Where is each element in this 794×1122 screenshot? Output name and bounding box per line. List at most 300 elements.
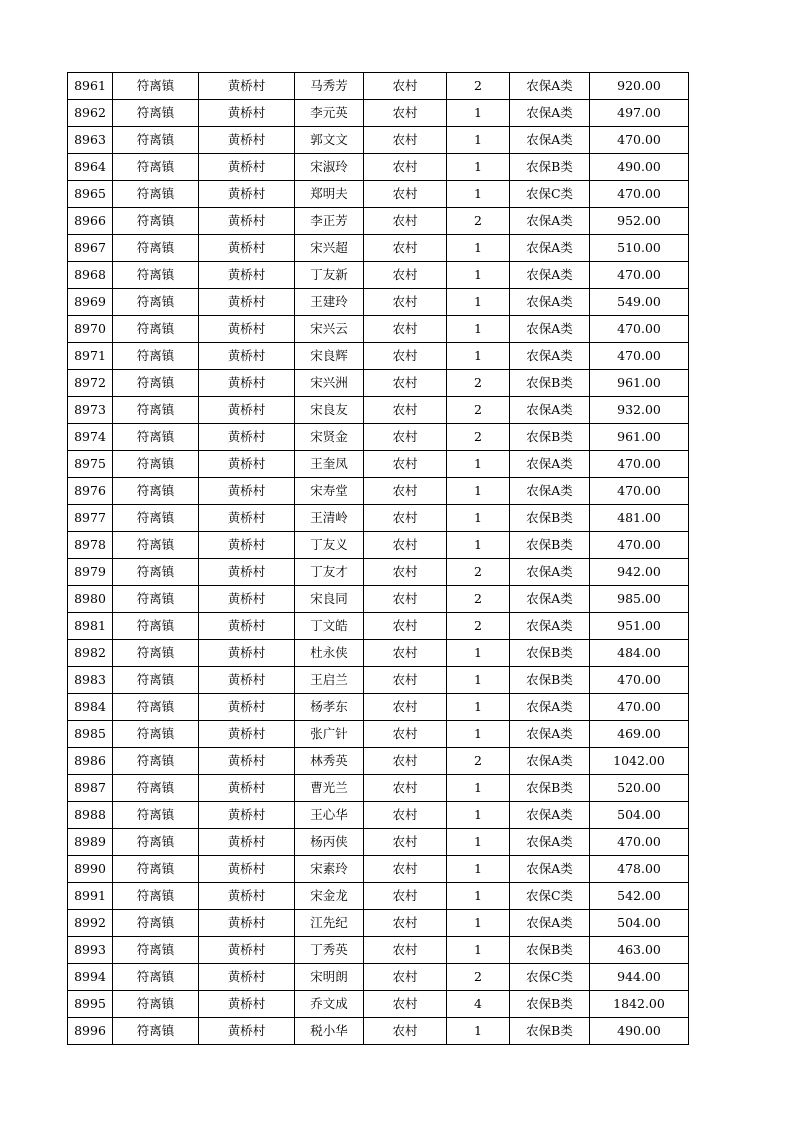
insurance-category-cell: 农保A类 [510,586,590,613]
table-row [68,181,689,208]
table-row [68,397,689,424]
town-cell: 符离镇 [113,127,199,154]
household-type-cell: 农村 [364,667,447,694]
table-row [68,937,689,964]
town-cell: 符离镇 [113,208,199,235]
village-cell: 黄桥村 [199,532,295,559]
household-type-cell: 农村 [364,721,447,748]
household-type-cell: 农村 [364,100,447,127]
household-type-cell: 农村 [364,559,447,586]
town-cell: 符离镇 [113,775,199,802]
insurance-category-cell: 农保A类 [510,262,590,289]
village-cell: 黄桥村 [199,640,295,667]
village-cell: 黄桥村 [199,370,295,397]
village-cell: 黄桥村 [199,100,295,127]
insurance-category-cell: 农保A类 [510,910,590,937]
table-row [68,127,689,154]
town-cell: 符离镇 [113,667,199,694]
person-name-cell: 丁友才 [295,559,364,586]
household-type-cell: 农村 [364,235,447,262]
village-cell: 黄桥村 [199,208,295,235]
record-number-cell: 8962 [68,100,113,127]
village-cell: 黄桥村 [199,1018,295,1045]
amount-cell: 470.00 [590,181,689,208]
person-name-cell: 张广针 [295,721,364,748]
village-cell: 黄桥村 [199,829,295,856]
village-cell: 黄桥村 [199,775,295,802]
table-row [68,478,689,505]
insurance-category-cell: 农保B类 [510,154,590,181]
member-count-cell: 1 [447,910,510,937]
person-name-cell: 林秀英 [295,748,364,775]
person-name-cell: 李正芳 [295,208,364,235]
amount-cell: 470.00 [590,451,689,478]
table-row [68,721,689,748]
member-count-cell: 2 [447,964,510,991]
town-cell: 符离镇 [113,370,199,397]
member-count-cell: 2 [447,586,510,613]
amount-cell: 497.00 [590,100,689,127]
amount-cell: 985.00 [590,586,689,613]
record-number-cell: 8990 [68,856,113,883]
town-cell: 符离镇 [113,316,199,343]
table-row [68,775,689,802]
town-cell: 符离镇 [113,694,199,721]
record-number-cell: 8967 [68,235,113,262]
amount-cell: 470.00 [590,478,689,505]
person-name-cell: 丁秀英 [295,937,364,964]
record-number-cell: 8985 [68,721,113,748]
town-cell: 符离镇 [113,235,199,262]
person-name-cell: 宋良同 [295,586,364,613]
table-row [68,856,689,883]
town-cell: 符离镇 [113,802,199,829]
record-number-cell: 8988 [68,802,113,829]
household-type-cell: 农村 [364,883,447,910]
record-number-cell: 8974 [68,424,113,451]
household-type-cell: 农村 [364,991,447,1018]
record-number-cell: 8993 [68,937,113,964]
household-type-cell: 农村 [364,154,447,181]
village-cell: 黄桥村 [199,937,295,964]
town-cell: 符离镇 [113,559,199,586]
village-cell: 黄桥村 [199,127,295,154]
amount-cell: 470.00 [590,343,689,370]
table-row [68,586,689,613]
member-count-cell: 1 [447,856,510,883]
village-cell: 黄桥村 [199,964,295,991]
record-number-cell: 8977 [68,505,113,532]
table-row [68,748,689,775]
record-number-cell: 8983 [68,667,113,694]
household-type-cell: 农村 [364,613,447,640]
village-cell: 黄桥村 [199,559,295,586]
town-cell: 符离镇 [113,613,199,640]
table-row [68,451,689,478]
insurance-category-cell: 农保A类 [510,289,590,316]
person-name-cell: 宋素玲 [295,856,364,883]
table-row [68,532,689,559]
member-count-cell: 1 [447,181,510,208]
amount-cell: 470.00 [590,667,689,694]
person-name-cell: 宋兴洲 [295,370,364,397]
household-type-cell: 农村 [364,478,447,505]
table-row [68,883,689,910]
insurance-category-cell: 农保A类 [510,559,590,586]
table-row [68,208,689,235]
person-name-cell: 宋兴云 [295,316,364,343]
amount-cell: 944.00 [590,964,689,991]
record-number-cell: 8991 [68,883,113,910]
amount-cell: 504.00 [590,910,689,937]
village-cell: 黄桥村 [199,424,295,451]
village-cell: 黄桥村 [199,721,295,748]
town-cell: 符离镇 [113,154,199,181]
amount-cell: 463.00 [590,937,689,964]
insurance-category-cell: 农保B类 [510,640,590,667]
household-type-cell: 农村 [364,343,447,370]
member-count-cell: 1 [447,262,510,289]
amount-cell: 469.00 [590,721,689,748]
member-count-cell: 1 [447,775,510,802]
insurance-category-cell: 农保B类 [510,991,590,1018]
village-cell: 黄桥村 [199,235,295,262]
town-cell: 符离镇 [113,397,199,424]
table-row [68,343,689,370]
household-type-cell: 农村 [364,1018,447,1045]
village-cell: 黄桥村 [199,586,295,613]
person-name-cell: 杨丙侠 [295,829,364,856]
allowance-table [67,72,689,1045]
village-cell: 黄桥村 [199,613,295,640]
member-count-cell: 1 [447,883,510,910]
record-number-cell: 8965 [68,181,113,208]
insurance-category-cell: 农保A类 [510,802,590,829]
household-type-cell: 农村 [364,802,447,829]
table-row [68,640,689,667]
insurance-category-cell: 农保A类 [510,613,590,640]
town-cell: 符离镇 [113,289,199,316]
town-cell: 符离镇 [113,883,199,910]
village-cell: 黄桥村 [199,289,295,316]
member-count-cell: 1 [447,127,510,154]
member-count-cell: 2 [447,748,510,775]
village-cell: 黄桥村 [199,694,295,721]
person-name-cell: 王心华 [295,802,364,829]
insurance-category-cell: 农保A类 [510,316,590,343]
person-name-cell: 曹光兰 [295,775,364,802]
town-cell: 符离镇 [113,100,199,127]
insurance-category-cell: 农保B类 [510,505,590,532]
record-number-cell: 8971 [68,343,113,370]
amount-cell: 549.00 [590,289,689,316]
amount-cell: 961.00 [590,370,689,397]
amount-cell: 490.00 [590,154,689,181]
town-cell: 符离镇 [113,1018,199,1045]
person-name-cell: 宋贤金 [295,424,364,451]
village-cell: 黄桥村 [199,856,295,883]
amount-cell: 932.00 [590,397,689,424]
record-number-cell: 8992 [68,910,113,937]
amount-cell: 951.00 [590,613,689,640]
town-cell: 符离镇 [113,910,199,937]
insurance-category-cell: 农保A类 [510,100,590,127]
household-type-cell: 农村 [364,775,447,802]
table-row [68,1018,689,1045]
town-cell: 符离镇 [113,991,199,1018]
amount-cell: 504.00 [590,802,689,829]
person-name-cell: 宋淑玲 [295,154,364,181]
member-count-cell: 1 [447,478,510,505]
insurance-category-cell: 农保B类 [510,370,590,397]
amount-cell: 542.00 [590,883,689,910]
member-count-cell: 1 [447,802,510,829]
record-number-cell: 8994 [68,964,113,991]
town-cell: 符离镇 [113,748,199,775]
town-cell: 符离镇 [113,721,199,748]
amount-cell: 1842.00 [590,991,689,1018]
village-cell: 黄桥村 [199,478,295,505]
member-count-cell: 1 [447,343,510,370]
table-row [68,73,689,100]
record-number-cell: 8964 [68,154,113,181]
table-row [68,262,689,289]
village-cell: 黄桥村 [199,505,295,532]
record-number-cell: 8978 [68,532,113,559]
village-cell: 黄桥村 [199,883,295,910]
person-name-cell: 郑明夫 [295,181,364,208]
person-name-cell: 丁友义 [295,532,364,559]
member-count-cell: 1 [447,289,510,316]
village-cell: 黄桥村 [199,991,295,1018]
record-number-cell: 8982 [68,640,113,667]
amount-cell: 478.00 [590,856,689,883]
insurance-category-cell: 农保C类 [510,883,590,910]
member-count-cell: 1 [447,100,510,127]
amount-cell: 470.00 [590,694,689,721]
insurance-category-cell: 农保A类 [510,235,590,262]
person-name-cell: 丁友新 [295,262,364,289]
insurance-category-cell: 农保B类 [510,937,590,964]
amount-cell: 952.00 [590,208,689,235]
household-type-cell: 农村 [364,586,447,613]
town-cell: 符离镇 [113,73,199,100]
insurance-category-cell: 农保A类 [510,856,590,883]
table-row [68,424,689,451]
person-name-cell: 马秀芳 [295,73,364,100]
member-count-cell: 1 [447,640,510,667]
record-number-cell: 8975 [68,451,113,478]
person-name-cell: 宋明朗 [295,964,364,991]
table-row [68,910,689,937]
record-number-cell: 8987 [68,775,113,802]
household-type-cell: 农村 [364,532,447,559]
record-number-cell: 8966 [68,208,113,235]
person-name-cell: 王建玲 [295,289,364,316]
member-count-cell: 1 [447,937,510,964]
member-count-cell: 1 [447,505,510,532]
table-row [68,613,689,640]
record-number-cell: 8969 [68,289,113,316]
household-type-cell: 农村 [364,127,447,154]
person-name-cell: 税小华 [295,1018,364,1045]
insurance-category-cell: 农保C类 [510,964,590,991]
household-type-cell: 农村 [364,505,447,532]
insurance-category-cell: 农保A类 [510,694,590,721]
member-count-cell: 1 [447,316,510,343]
person-name-cell: 王启兰 [295,667,364,694]
town-cell: 符离镇 [113,478,199,505]
table-row [68,991,689,1018]
person-name-cell: 宋兴超 [295,235,364,262]
member-count-cell: 2 [447,73,510,100]
amount-cell: 470.00 [590,532,689,559]
person-name-cell: 丁文皓 [295,613,364,640]
household-type-cell: 农村 [364,910,447,937]
member-count-cell: 1 [447,451,510,478]
table-row [68,316,689,343]
town-cell: 符离镇 [113,262,199,289]
village-cell: 黄桥村 [199,154,295,181]
record-number-cell: 8973 [68,397,113,424]
household-type-cell: 农村 [364,424,447,451]
household-type-cell: 农村 [364,370,447,397]
member-count-cell: 2 [447,370,510,397]
record-number-cell: 8968 [68,262,113,289]
table-row [68,829,689,856]
member-count-cell: 1 [447,721,510,748]
household-type-cell: 农村 [364,181,447,208]
town-cell: 符离镇 [113,937,199,964]
amount-cell: 942.00 [590,559,689,586]
household-type-cell: 农村 [364,262,447,289]
town-cell: 符离镇 [113,532,199,559]
amount-cell: 520.00 [590,775,689,802]
record-number-cell: 8961 [68,73,113,100]
household-type-cell: 农村 [364,829,447,856]
household-type-cell: 农村 [364,937,447,964]
town-cell: 符离镇 [113,451,199,478]
insurance-category-cell: 农保B类 [510,532,590,559]
household-type-cell: 农村 [364,748,447,775]
table-row [68,154,689,181]
table-row [68,100,689,127]
member-count-cell: 2 [447,424,510,451]
amount-cell: 1042.00 [590,748,689,775]
insurance-category-cell: 农保A类 [510,397,590,424]
record-number-cell: 8989 [68,829,113,856]
village-cell: 黄桥村 [199,910,295,937]
member-count-cell: 1 [447,154,510,181]
town-cell: 符离镇 [113,343,199,370]
record-number-cell: 8986 [68,748,113,775]
village-cell: 黄桥村 [199,451,295,478]
insurance-category-cell: 农保A类 [510,73,590,100]
amount-cell: 920.00 [590,73,689,100]
table-row [68,667,689,694]
record-number-cell: 8970 [68,316,113,343]
village-cell: 黄桥村 [199,802,295,829]
village-cell: 黄桥村 [199,667,295,694]
record-number-cell: 8972 [68,370,113,397]
amount-cell: 490.00 [590,1018,689,1045]
member-count-cell: 1 [447,829,510,856]
insurance-category-cell: 农保A类 [510,829,590,856]
town-cell: 符离镇 [113,640,199,667]
village-cell: 黄桥村 [199,343,295,370]
household-type-cell: 农村 [364,694,447,721]
person-name-cell: 乔文成 [295,991,364,1018]
person-name-cell: 宋金龙 [295,883,364,910]
insurance-category-cell: 农保A类 [510,343,590,370]
insurance-category-cell: 农保B类 [510,667,590,694]
household-type-cell: 农村 [364,208,447,235]
amount-cell: 484.00 [590,640,689,667]
person-name-cell: 宋寿堂 [295,478,364,505]
table-row [68,505,689,532]
amount-cell: 470.00 [590,829,689,856]
insurance-category-cell: 农保A类 [510,721,590,748]
town-cell: 符离镇 [113,856,199,883]
record-number-cell: 8981 [68,613,113,640]
town-cell: 符离镇 [113,505,199,532]
person-name-cell: 王奎凤 [295,451,364,478]
table-row [68,802,689,829]
town-cell: 符离镇 [113,424,199,451]
amount-cell: 481.00 [590,505,689,532]
member-count-cell: 2 [447,208,510,235]
table-row [68,235,689,262]
person-name-cell: 杨孝东 [295,694,364,721]
insurance-category-cell: 农保C类 [510,181,590,208]
member-count-cell: 2 [447,613,510,640]
village-cell: 黄桥村 [199,397,295,424]
village-cell: 黄桥村 [199,73,295,100]
household-type-cell: 农村 [364,73,447,100]
household-type-cell: 农村 [364,289,447,316]
table-row [68,694,689,721]
table-row [68,964,689,991]
amount-cell: 470.00 [590,316,689,343]
record-number-cell: 8995 [68,991,113,1018]
member-count-cell: 1 [447,532,510,559]
insurance-category-cell: 农保A类 [510,127,590,154]
record-number-cell: 8979 [68,559,113,586]
record-number-cell: 8984 [68,694,113,721]
table-row [68,370,689,397]
town-cell: 符离镇 [113,829,199,856]
town-cell: 符离镇 [113,586,199,613]
insurance-category-cell: 农保A类 [510,208,590,235]
person-name-cell: 郭文文 [295,127,364,154]
amount-cell: 510.00 [590,235,689,262]
village-cell: 黄桥村 [199,262,295,289]
insurance-category-cell: 农保A类 [510,451,590,478]
village-cell: 黄桥村 [199,181,295,208]
person-name-cell: 江先纪 [295,910,364,937]
insurance-category-cell: 农保A类 [510,478,590,505]
town-cell: 符离镇 [113,964,199,991]
member-count-cell: 1 [447,1018,510,1045]
insurance-category-cell: 农保A类 [510,748,590,775]
member-count-cell: 1 [447,235,510,262]
table-body [68,73,689,1045]
household-type-cell: 农村 [364,397,447,424]
household-type-cell: 农村 [364,316,447,343]
record-number-cell: 8976 [68,478,113,505]
record-number-cell: 8963 [68,127,113,154]
household-type-cell: 农村 [364,451,447,478]
